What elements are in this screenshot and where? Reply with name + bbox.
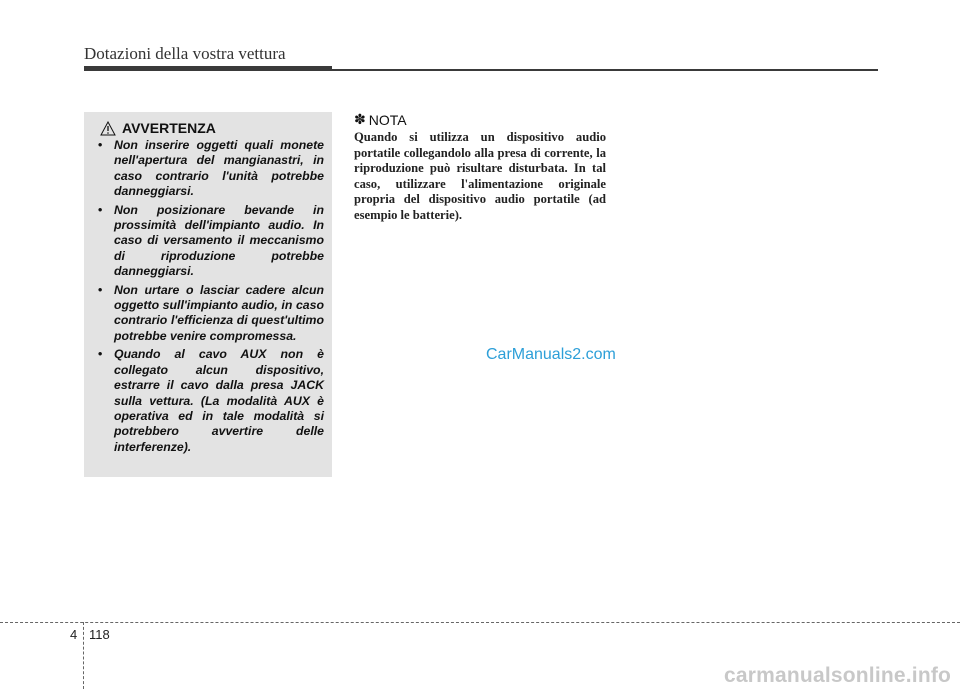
warning-box bbox=[84, 112, 332, 477]
footer-dashed-divider bbox=[83, 622, 84, 689]
section-number: 4 bbox=[70, 627, 78, 642]
note-block bbox=[354, 112, 606, 223]
watermark-link[interactable]: CarManuals2.com bbox=[486, 346, 616, 363]
page-number: 118 bbox=[89, 627, 110, 642]
warning-item: • Quando al cavo AUX non è collegato alcun dispositivo, estrarre il cavo dalla presa JACK sulla vettura. (La modalità AUX è operativa ed in tale modalità si potrebbero avvertire delle interferenze). bbox=[98, 347, 324, 454]
warning-item: • Non posizionare bevande in prossimità dell'impianto audio. In caso di versamento il meccanismo di riproduzione potrebbe danneggiarsi. bbox=[98, 202, 324, 279]
header-rule-thick bbox=[84, 66, 332, 71]
page-header-title: Dotazioni della vostra vettura bbox=[84, 44, 286, 63]
warning-item-text: Quando al cavo AUX non è collegato alcun dispositivo, estrarre il cavo dalla presa JACK sulla vettura. (La modalità AUX è operativa ed in tale modalità si potrebbero avvertire delle interferenze). bbox=[114, 347, 324, 454]
warning-item-text: Non urtare o lasciar cadere alcun oggetto sull'impianto audio, in caso contrario l'efficienza di quest'ultimo potrebbe venire compromessa. bbox=[114, 282, 324, 343]
warning-list bbox=[94, 138, 324, 455]
warning-item-text: Non inserire oggetti quali monete nell'apertura del mangianastri, in caso contrario l'unità potrebbe danneggiarsi. bbox=[114, 138, 324, 199]
header-rule-thin bbox=[332, 69, 878, 71]
footer-dashed-rule bbox=[0, 622, 960, 623]
note-header bbox=[354, 112, 606, 128]
note-title: NOTA bbox=[368, 112, 407, 128]
footer-site-watermark[interactable]: carmanualsonline.info bbox=[724, 664, 952, 687]
warning-title: AVVERTENZA bbox=[122, 120, 216, 136]
warning-item: • Non urtare o lasciar cadere alcun oggetto sull'impianto audio, in caso contrario l'efficienza di quest'ultimo potrebbe venire compromessa. bbox=[98, 282, 324, 343]
warning-triangle-icon bbox=[100, 121, 116, 136]
note-text: Quando si utilizza un dispositivo audio portatile collegandolo alla presa di corrente, la riproduzione può risultare disturbata. In tal caso, utilizzare l'alimentazione originale propria del dispositivo audio portatile (ad esempio le batterie). bbox=[354, 130, 606, 222]
warning-item: • Non inserire oggetti quali monete nell'apertura del mangianastri, in caso contrario l'unità potrebbe danneggiarsi. bbox=[98, 138, 324, 199]
warning-header bbox=[100, 120, 324, 136]
warning-item-text: Non posizionare bevande in prossimità dell'impianto audio. In caso di versamento il meccanismo di riproduzione potrebbe danneggiarsi. bbox=[114, 202, 324, 279]
note-star-icon: ✽ bbox=[354, 112, 366, 128]
